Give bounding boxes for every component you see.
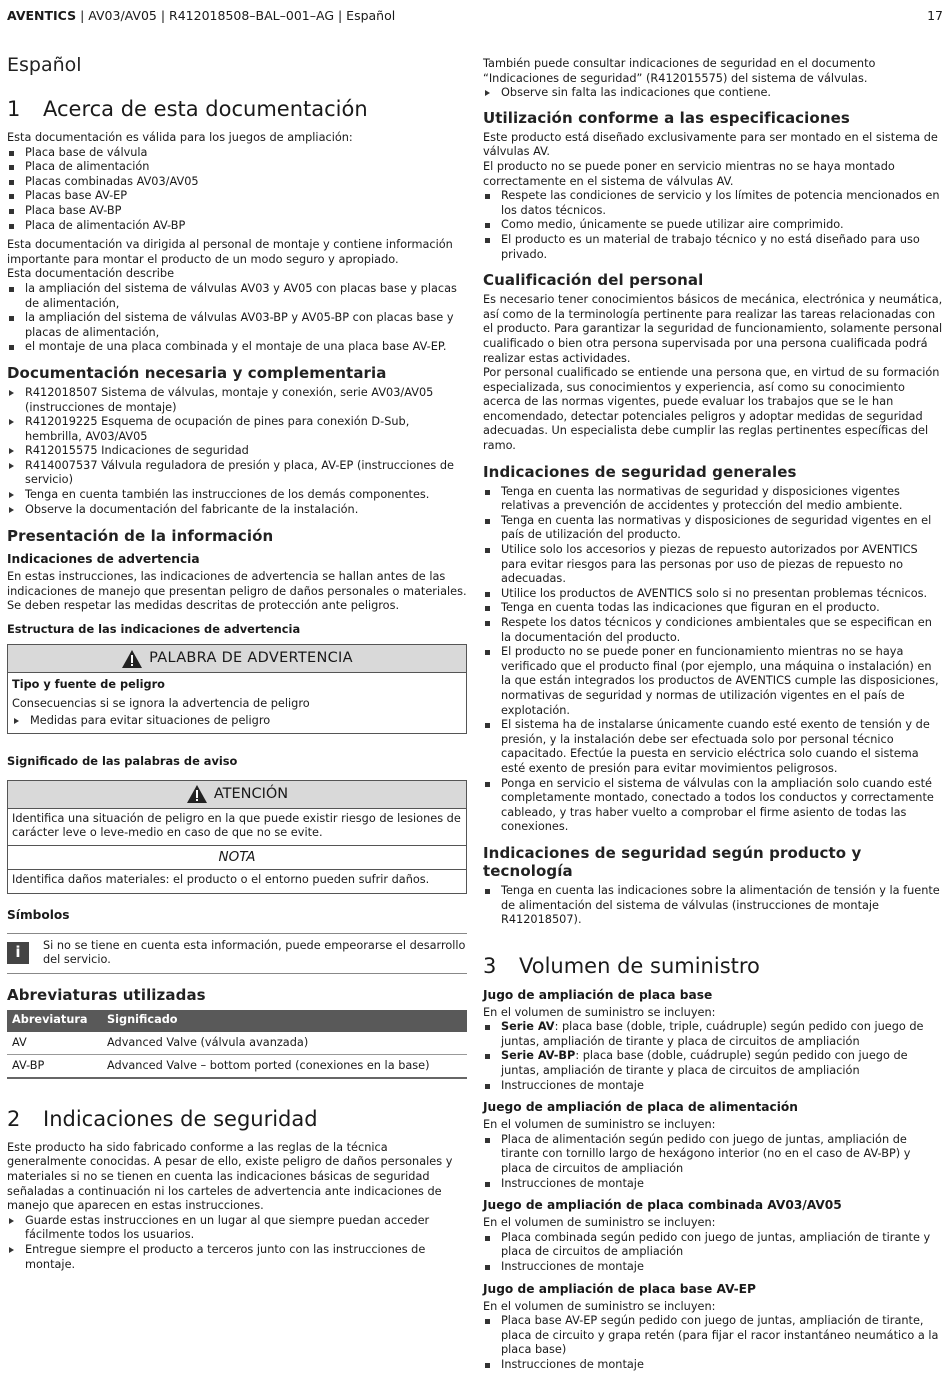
attention-word: ATENCIÓN — [213, 786, 289, 803]
list-item: Placa combinada según pedido con juego de juntas, ampliación de tirante y placa de circuitos de ampliación — [483, 1231, 943, 1260]
list-item: Instrucciones de montaje — [483, 1177, 943, 1192]
page-header — [7, 8, 943, 28]
list-item: El sistema ha de instalarse únicamente cuando esté exento de tensión y de presión, y la instalación debe ser efectuada solo por personal técnico capacitado. Efectúe la puesta en servicio eléctrica solo cuando el sistema esté exento de presión para evitar movimientos peligrosos. — [483, 718, 943, 776]
list-item: Placa base AV-EP según pedido con juego de juntas, ampliación de tirante, placa de circuito y grapa retén (para fijar el racor instantáneo neumático a la placa base) — [483, 1314, 943, 1358]
docs-heading: Documentación necesaria y complementaria — [7, 363, 387, 382]
symbols-heading: Símbolos — [7, 907, 70, 922]
list-item: Ponga en servicio el sistema de válvulas con la ampliación solo cuando esté completamente montado, conectado a todos los conductos y correctamente cableado, y tras haber vuelto a comprobar el firme asiento de todas las conexiones. — [483, 777, 943, 835]
list-item: la ampliación del sistema de válvulas AV03 y AV05 con placas base y placas de alimentación, — [7, 282, 467, 311]
list-item: Utilice los productos de AVENTICS solo si no presentan problemas técnicos. — [483, 587, 943, 602]
list-item: Tenga en cuenta las normativas y disposiciones de seguridad vigentes en el país de utilización del producto. — [483, 514, 943, 543]
warning-triangle-icon — [186, 784, 208, 804]
group-heading: Jugo de ampliación de placa base — [483, 987, 713, 1002]
header-doc-id: AVENTICS | AV03/AV05 | R412018508–BAL–001–AG | Español — [7, 8, 396, 23]
table-row: AV-BP Advanced Valve – bottom ported (conexiones en la base) — [7, 1055, 467, 1078]
list-item: Utilice solo los accesorios y piezas de repuesto autorizados por AVENTICS para evitar riesgos para las personas por uso de piezas de repuesto no adecuadas. — [483, 543, 943, 587]
list-item: el montaje de una placa combinada y el montaje de una placa base AV-EP. — [7, 340, 467, 355]
list-item: R412018507 Sistema de válvulas, montaje y conexión, serie AV03/AV05 (instrucciones de montaje) — [7, 386, 467, 415]
info-symbol-row: i Si no se tiene en cuenta esta información, puede empeorarse el desarrollo del servicio. — [7, 933, 467, 974]
list-item: R412019225 Esquema de ocupación de pines para conexión D-Sub, hembrilla, AV03/AV05 — [7, 415, 467, 444]
header-brand: AVENTICS — [7, 8, 77, 23]
list-item: Tenga en cuenta también las instrucciones de los demás componentes. — [7, 488, 467, 503]
warnings-subheading: Indicaciones de advertencia — [7, 552, 200, 567]
group-heading: Jugo de ampliación de placa base AV-EP — [483, 1281, 756, 1296]
list-item: Instrucciones de montaje — [483, 1079, 943, 1094]
list-item: Placa de alimentación AV-BP — [7, 219, 467, 234]
personnel-heading: Cualificación del personal — [483, 271, 704, 290]
nota-word: NOTA — [8, 846, 466, 870]
docs-list — [7, 386, 467, 517]
signal-words-label: Significado de las palabras de aviso — [7, 753, 238, 768]
list-item: Placas base AV-EP — [7, 189, 467, 204]
list-item: Placa de alimentación — [7, 160, 467, 175]
list-item: Instrucciones de montaje — [483, 1358, 943, 1373]
list-item: la ampliación del sistema de válvulas AV03-BP y AV05-BP con placas base y placas de alimentación, — [7, 311, 467, 340]
section-1-heading: 1 Acerca de esta documentación — [7, 97, 368, 121]
section-3-heading: 3 Volumen de suministro — [483, 953, 760, 978]
list-item: R412015575 Indicaciones de seguridad — [7, 444, 467, 459]
product-safety-heading: Indicaciones de seguridad según producto y tecnología — [483, 843, 862, 880]
list-item: Placa base de válvula — [7, 146, 467, 161]
list-item: Observe la documentación del fabricante de la instalación. — [7, 503, 467, 518]
list-item: Serie AV-BP: placa base (doble, cuádruple) según pedido con juego de juntas, ampliación de tirante y placa de circuitos de ampliación — [483, 1049, 943, 1078]
list-item: El producto es un material de trabajo técnico y no está diseñado para uso privado. — [483, 233, 943, 262]
list-item: R414007537 Válvula reguladora de presión y placa, AV-EP (instrucciones de servicio) — [7, 459, 467, 488]
attention-box: ATENCIÓN Identifica una situación de peligro en la que puede existir riesgo de lesiones de carácter leve o leve-medio en caso de que no se evite. NOTA Identifica daños materiales: el producto o el entorno pueden sufrir daños. — [7, 780, 467, 894]
list-item: Tenga en cuenta todas las indicaciones que figuran en el producto. — [483, 601, 943, 616]
list-item: Placas combinadas AV03/AV05 — [7, 175, 467, 190]
list-item: El producto no se puede poner en funcionamiento mientras no se haya verificado que el producto final (por ejemplo, una máquina o instalación) en la que están integrados los productos de AVENTICS cumple las disposiciones, normativas de seguridad y normas de utilización vigentes en el país de explotación. — [483, 645, 943, 718]
kit-list — [7, 146, 467, 234]
group-heading: Juego de ampliación de placa combinada AV03/AV05 — [483, 1198, 842, 1213]
table-row: AV Advanced Valve (válvula avanzada) — [7, 1032, 467, 1055]
list-item: Instrucciones de montaje — [483, 1260, 943, 1275]
list-item: Como medio, únicamente se puede utilizar aire comprimido. — [483, 218, 943, 233]
describes-list — [7, 282, 467, 355]
list-item: Respete las condiciones de servicio y los límites de potencia mencionados en los datos técnicos. — [483, 189, 943, 218]
abbreviations-table: Abreviatura Significado AV Advanced Valve (válvula avanzada) AV-BP Advanced Valve – bottom ported (conexiones en la base) — [7, 1010, 467, 1079]
list-item: Respete los datos técnicos y condiciones ambientales que se especifican en la documentación del producto. — [483, 616, 943, 645]
warning-triangle-icon — [121, 649, 143, 669]
language-title: Español — [7, 54, 82, 76]
list-item: Placa de alimentación según pedido con juego de juntas, ampliación de tirante con tornillo largo de hexágono interior (no en el caso de AV-BP) y placa de circuitos de ampliación — [483, 1133, 943, 1177]
list-item: Tenga en cuenta las indicaciones sobre la alimentación de tensión y la fuente de alimentación del sistema de válvulas (instrucciones de montaje R412018507). — [483, 884, 943, 928]
safety-list — [7, 1214, 467, 1272]
presentation-heading: Presentación de la información — [7, 527, 274, 546]
group-heading: Juego de ampliación de placa de alimentación — [483, 1100, 798, 1115]
list-item: Placa base AV-BP — [7, 204, 467, 219]
info-icon: i — [7, 942, 29, 964]
list-item: Tenga en cuenta las normativas de seguridad y disposiciones vigentes relativas a prevención de accidentes y protección del medio ambiente. — [483, 485, 943, 514]
structure-label: Estructura de las indicaciones de advertencia — [7, 622, 301, 637]
abbreviations-heading: Abreviaturas utilizadas — [7, 985, 206, 1004]
left-column: Español 1 Acerca de esta documentación Esta documentación es válida para los juegos de ampliación: Placa base de válvula Placa de alimentación Placas combinadas AV03/AV05 Placas base AV-EP Placa base AV-BP Placa de alimentación AV-BP Esta documentación va dirigida al personal de montaje y contiene información importante para montar el producto de un modo seguro y apropiado. Esta documentación describe la ampliación del sistema de válvulas AV03 y AV05 con placas base y placas de alimentación, la ampliación del sistema de válvulas AV03-BP y AV05-BP con placas base y placas de alimentación, el montaje de una placa combinada y el montaje de una placa base AV-EP. Documentación necesaria y complementaria R412018507 Sistema de válvulas, montaje y conexión, serie AV03/AV05 (instrucciones de montaje) R412019225 Esquema de ocupación de pines para conexión D-Sub, hembrilla, AV03/AV05 R412015575 Indicaciones de seguridad R414007537 Válvula reguladora de presión y placa, AV-EP (instrucciones de servicio) Tenga en cuenta también las instrucciones de los demás componentes. Observe la documentación del fabricante de la instalación. Presentación de la información Indicaciones de advertencia En estas instrucciones, las indicaciones de advertencia se hallan antes de las indicaciones de manejo que presentan peligro de daños personales o materiales. Se deben respetar las medidas descritas de protección ante peligros. Estructura de las indicaciones de advertencia PALABRA DE ADVERTENCIA Tipo y fuente de peligro Consecuencias si se ignora la advertencia de peligro Medidas para evitar situaciones de peligro Significado de las palabras de aviso ATENCIÓN Identifica una situación de peligro en la que puede existir riesgo de lesiones de carácter leve o leve-medio en caso de que no se evite. NOTA Identifica daños materiales: el producto o el entorno pueden sufrir daños. Símbolos i Si no se tiene en cuenta esta información, puede empeorarse el desarrollo del servicio. Abreviaturas utilizadas Abreviatura Significado AV Advanced Valve (válvula avanzada) AV-BP Advanced Valve – bottom ported (conexiones en la base) 2 Indicaciones de seguridad Este producto ha sido fabricado conforme a las reglas de la técnica generalmente conocidas. A pesar de ello, existe peligro de daños personales y materiales si no se tienen en cuenta las indicaciones básicas de seguridad señaladas a continuación ni los carteles de advertencia ante indicaciones de manejo que aparecen en estas instrucciones. Guarde estas instrucciones en un lugar al que siempre puedan acceder fácilmente todos los usuarios. Entregue siempre el producto a terceros junto con las instrucciones de montaje. — [7, 54, 467, 1271]
list-item: Observe sin falta las indicaciones que contiene. — [483, 86, 943, 101]
intended-use-heading: Utilización conforme a las especificaciones — [483, 108, 850, 127]
page-number: 17 — [927, 8, 943, 23]
section-2-heading: 2 Indicaciones de seguridad — [7, 1106, 318, 1131]
warning-word: PALABRA DE ADVERTENCIA — [149, 650, 353, 667]
right-column: También puede consultar indicaciones de seguridad en el documento “Indicaciones de seguridad” (R412015575) del sistema de válvulas. Observe sin falta las indicaciones que contiene. Utilización conforme a las especificaciones Este producto está diseñado exclusivamente para ser montado en el sistema de válvulas AV. El producto no se puede poner en servicio mientras no se haya montado correctamente en el sistema de válvulas AV. Respete las condiciones de servicio y los límites de potencia mencionados en los datos técnicos. Como medio, únicamente se puede utilizar aire comprimido. El producto es un material de trabajo técnico y no está diseñado para uso privado. Cualificación del personal Es necesario tener conocimientos básicos de mecánica, electrónica y neumática, así como de la terminología pertinente para realizar las tareas relacionadas con el producto. Para garantizar la seguridad de funcionamiento, solamente personal cualificado o bien otra persona supervisada por una persona cualificada podrá realizar estas actividades. Por personal cualificado se entiende una persona que, en virtud de su formación especializada, sus conocimientos y experiencia, así como su conocimiento acerca de las normas vigentes, puede evaluar los trabajos que se le han encomendado, detectar potenciales peligros y adoptar medidas de seguridad adecuadas. Un especialista debe cumplir las reglas pertinentes específicas del ramo. Indicaciones de seguridad generales Tenga en cuenta las normativas de seguridad y disposiciones vigentes relativas a prevención de accidentes y protección del medio ambiente. Tenga en cuenta las normativas y disposiciones de seguridad vigentes en el país de utilización del producto. Utilice solo los accesorios y piezas de repuesto autorizados por AVENTICS para evitar riesgos para las personas por uso de piezas de repuesto no adecuadas. Utilice los productos de AVENTICS solo si no presentan problemas técnicos. Tenga en cuenta todas las indicaciones que figuran en el producto. Respete los datos técnicos y condiciones ambientales que se especifican en la documentación del producto. El producto no se puede poner en funcionamiento mientras no se haya verificado que el producto final (por ejemplo, una máquina o instalación) en la que están integrados los productos de AVENTICS cumple las disposiciones, normativas de seguridad y normas de utilización vigentes en el país de explotación. El sistema ha de instalarse únicamente cuando esté exento de tensión y de presión, y la instalación debe ser efectuada solo por personal técnico capacitado. Efectúe la puesta en servicio eléctrica solo cuando el sistema esté exento de presión para evitar movimientos peligrosos. Ponga en servicio el sistema de válvulas con la ampliación solo cuando esté completamente montado, conectado a todos los conductos y correctamente cableado, y tras haber vuelto a comprobar el firme asiento de todas las conexiones. Indicaciones de seguridad según producto y tecnología Tenga en cuenta las indicaciones sobre la alimentación de tensión y la fuente de alimentación del sistema de válvulas (instrucciones de montaje R412018507). 3 Volumen de suministro Jugo de ampliación de placa base En el volumen de suministro se incluyen: Serie AV: placa base (doble, triple, cuádruple) según pedido con juego de juntas, ampliación de tirante y placa de circuitos de ampliación Serie AV-BP: placa base (doble, cuádruple) según pedido con juego de juntas, ampliación de tirante y placa de circuitos de ampliación Instrucciones de montaje Juego de ampliación de placa de alimentación En el volumen de suministro se incluyen: Placa de alimentación según pedido con juego de juntas, ampliación de tirante con tornillo largo de hexágono interior (no en el caso de AV-BP) y placa de circuitos de ampliación Instrucciones de montaje Juego de ampliación de placa combinada AV03/AV05 En el volumen de suministro se incluyen: Placa combinada según pedido con juego de juntas, ampliación de tirante y placa de circuitos de ampliación Instrucciones de montaje Jugo de ampliación de placa base AV-EP En el volumen de suministro se incluyen: Placa base AV-EP según pedido con juego de juntas, ampliación de tirante, placa de circuito y grapa retén (para fijar el racor instantáneo neumático a la placa base) Instrucciones de montaje — [483, 57, 943, 1371]
general-safety-heading: Indicaciones de seguridad generales — [483, 462, 797, 481]
list-item: Entregue siempre el producto a terceros junto con las instrucciones de montaje. — [7, 1243, 467, 1272]
list-item: Guarde estas instrucciones en un lugar al que siempre puedan acceder fácilmente todos los usuarios. — [7, 1214, 467, 1243]
warning-structure-box: PALABRA DE ADVERTENCIA Tipo y fuente de peligro Consecuencias si se ignora la advertencia de peligro Medidas para evitar situaciones de peligro — [7, 644, 467, 734]
list-item: Serie AV: placa base (doble, triple, cuádruple) según pedido con juego de juntas, ampliación de tirante y placa de circuitos de ampliación — [483, 1020, 943, 1049]
